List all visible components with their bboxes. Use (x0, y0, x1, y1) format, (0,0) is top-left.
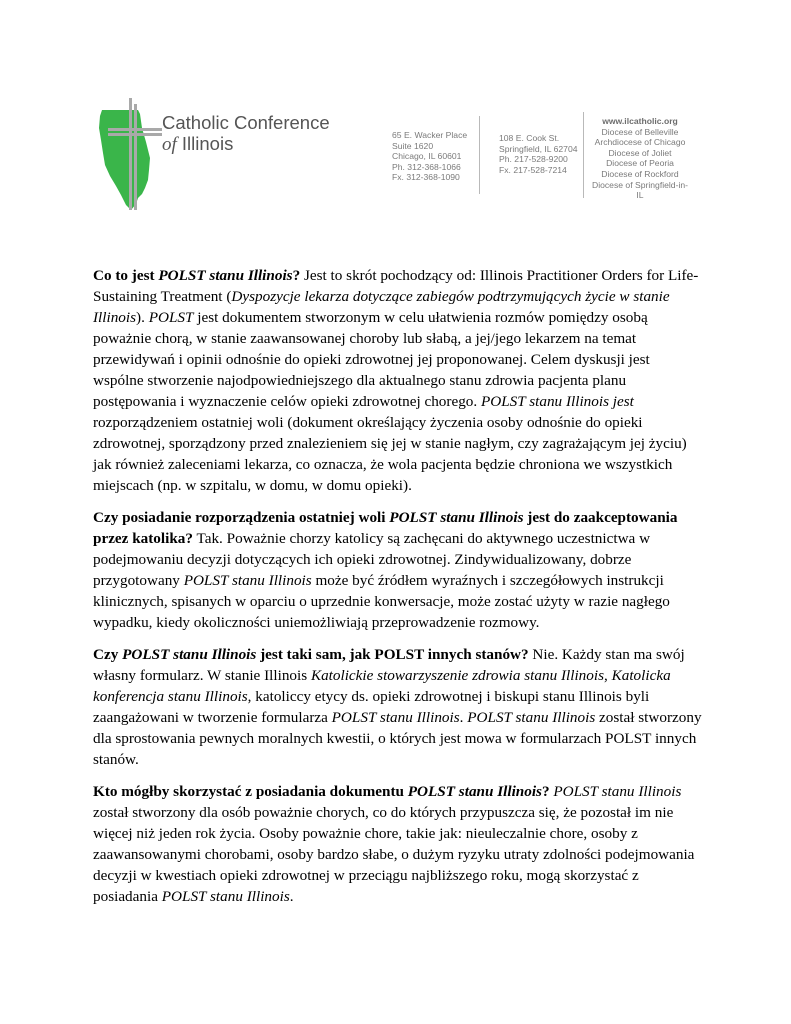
address-line: Fx. 217-528-7214 (499, 164, 567, 175)
question-heading: Czy POLST stanu Illinois jest taki sam, jak POLST innych stanów? (93, 646, 529, 663)
cross-horizontal-bar (108, 128, 162, 131)
letterhead-divider (479, 116, 480, 194)
website-link[interactable]: www.ilcatholic.org (602, 116, 678, 126)
cross-vertical-bar-2 (134, 104, 137, 210)
address-line: Chicago, IL 60601 (392, 151, 462, 162)
diocese-item: Archdiocese of Chicago (594, 137, 686, 148)
springfield-address (499, 133, 578, 175)
address-line: Ph. 312-368-1066 (392, 161, 461, 172)
diocese-item: Diocese of Joliet (608, 147, 672, 158)
cross-horizontal-bar-2 (108, 133, 162, 136)
illinois-state-shape (99, 110, 150, 210)
question-heading: Kto mógłby skorzystać z posiadania dokumentu POLST stanu Illinois? (93, 783, 550, 800)
diocese-item: Diocese of Peoria (606, 158, 674, 169)
diocese-item: Diocese of Belleville (601, 126, 679, 137)
address-line: Ph. 217-528-9200 (499, 154, 568, 165)
address-line: Fx. 312-368-1090 (392, 172, 460, 183)
document-body (93, 265, 703, 918)
org-name-state: Illinois (181, 133, 234, 154)
org-name-line2 (162, 133, 330, 155)
paragraph-who-benefits: Kto mógłby skorzystać z posiadania dokumentu POLST stanu Illinois? POLST stanu Illinois został stworzony dla osób poważnie chorych, co do których przypuszcza się, że pozostał im nie więcej niż jeden rok życia. Osoby poważnie chore, takie jak: nieuleczalnie chore, osoby z zaawansowanymi chorobami, osoby bardzo słabe, o dużym ryzyku utraty zdolności podejmowania decyzji w kwestiach opieki zdrowotnej w przeciągu najbliższego roku, mogą skorzystać z posiadania POLST stanu Illinois. (93, 783, 695, 905)
letterhead (0, 0, 791, 230)
paragraph-what-is-polst: Co to jest POLST stanu Illinois? Jest to skrót pochodzący od: Illinois Practitioner Orders for Life-Sustaining Treatment (Dyspozycje lekarza dotyczące zabiegów podtrzymujących życie w stanie Illinois). POLST jest dokumentem stworzonym w celu ułatwienia rozmów pomiędzy osobą poważnie chorą, w stanie zaawansowanej choroby lub słabą, a jej/jego lekarzem na temat przewidywań i opinii odnośnie do opieki zdrowotnej jej proponowanej. Celem dyskusji jest wspólne stworzenie najodpowiedniejszego dla aktualnego stanu zdrowia pacjenta planu postępowania i wyznaczenie celów opieki zdrowotnej chorego. POLST stanu Illinois jest rozporządzeniem ostatniej woli (dokument określający życzenia osoby odnośnie do opieki zdrowotnej, sporządzony przed znalezieniem się jej w stanie nagłym, czy zagrażającym jej życiu) jak również zaleceniami lekarza, co oznacza, że wola pacjenta będzie chroniona we wszystkich miejscach (np. w szpitalu, w domu, w domu opieki). (93, 267, 699, 494)
dioceses-list (590, 116, 690, 201)
cross-vertical-bar (129, 98, 132, 210)
org-name-line1: Catholic Conference (162, 112, 330, 133)
illinois-cross-logo (98, 98, 162, 212)
paragraph-other-states: Czy POLST stanu Illinois jest taki sam, jak POLST innych stanów? Nie. Każdy stan ma swój własny formularz. W stanie Illinois Katolickie stowarzyszenie zdrowia stanu Illinois, Katolicka konferencja stanu Illinois, katoliccy etycy ds. opieki zdrowotnej i biskupi stanu Illinois byli zaangażowani w tworzenie formularza POLST stanu Illinois. POLST stanu Illinois został stworzony dla sprostowania pewnych moralnych kwestii, o których jest mowa w formularzach POLST innych stanów. (93, 646, 702, 768)
diocese-item: Diocese of Rockford (601, 168, 679, 179)
diocese-item: Diocese of Springfield-in-IL (591, 179, 688, 201)
question-heading: Czy posiadanie rozporządzenia ostatniej woli POLST stanu Illinois jest do zaakceptowania przez katolika? (93, 509, 678, 547)
chicago-address (392, 130, 467, 183)
address-line: 108 E. Cook St. (499, 133, 560, 143)
address-line: Suite 1620 (392, 140, 434, 151)
paragraph-catholic-acceptance: Czy posiadanie rozporządzenia ostatniej woli POLST stanu Illinois jest do zaakceptowania przez katolika? Tak. Poważnie chorzy katolicy są zachęcani do aktywnego uczestnictwa w podejmowaniu decyzji dotyczących ich opieki zdrowotnej. Zindywidualizowany, dobrze przygotowany POLST stanu Illinois może być źródłem wyraźnych i szczegółowych instrukcji klinicznych, spisanych w oparciu o uprzednie konwersacje, może zostać użyty w razie nagłego wypadku, kiedy okoliczności uniemożliwiają przeprowadzenie rozmowy. (93, 509, 678, 631)
address-line: 65 E. Wacker Place (392, 130, 468, 140)
question-heading: Co to jest POLST stanu Illinois? (93, 267, 301, 284)
letterhead-divider (583, 112, 584, 198)
org-name (162, 112, 330, 155)
address-line: Springfield, IL 62704 (499, 143, 578, 154)
org-name-of: of (162, 134, 177, 155)
